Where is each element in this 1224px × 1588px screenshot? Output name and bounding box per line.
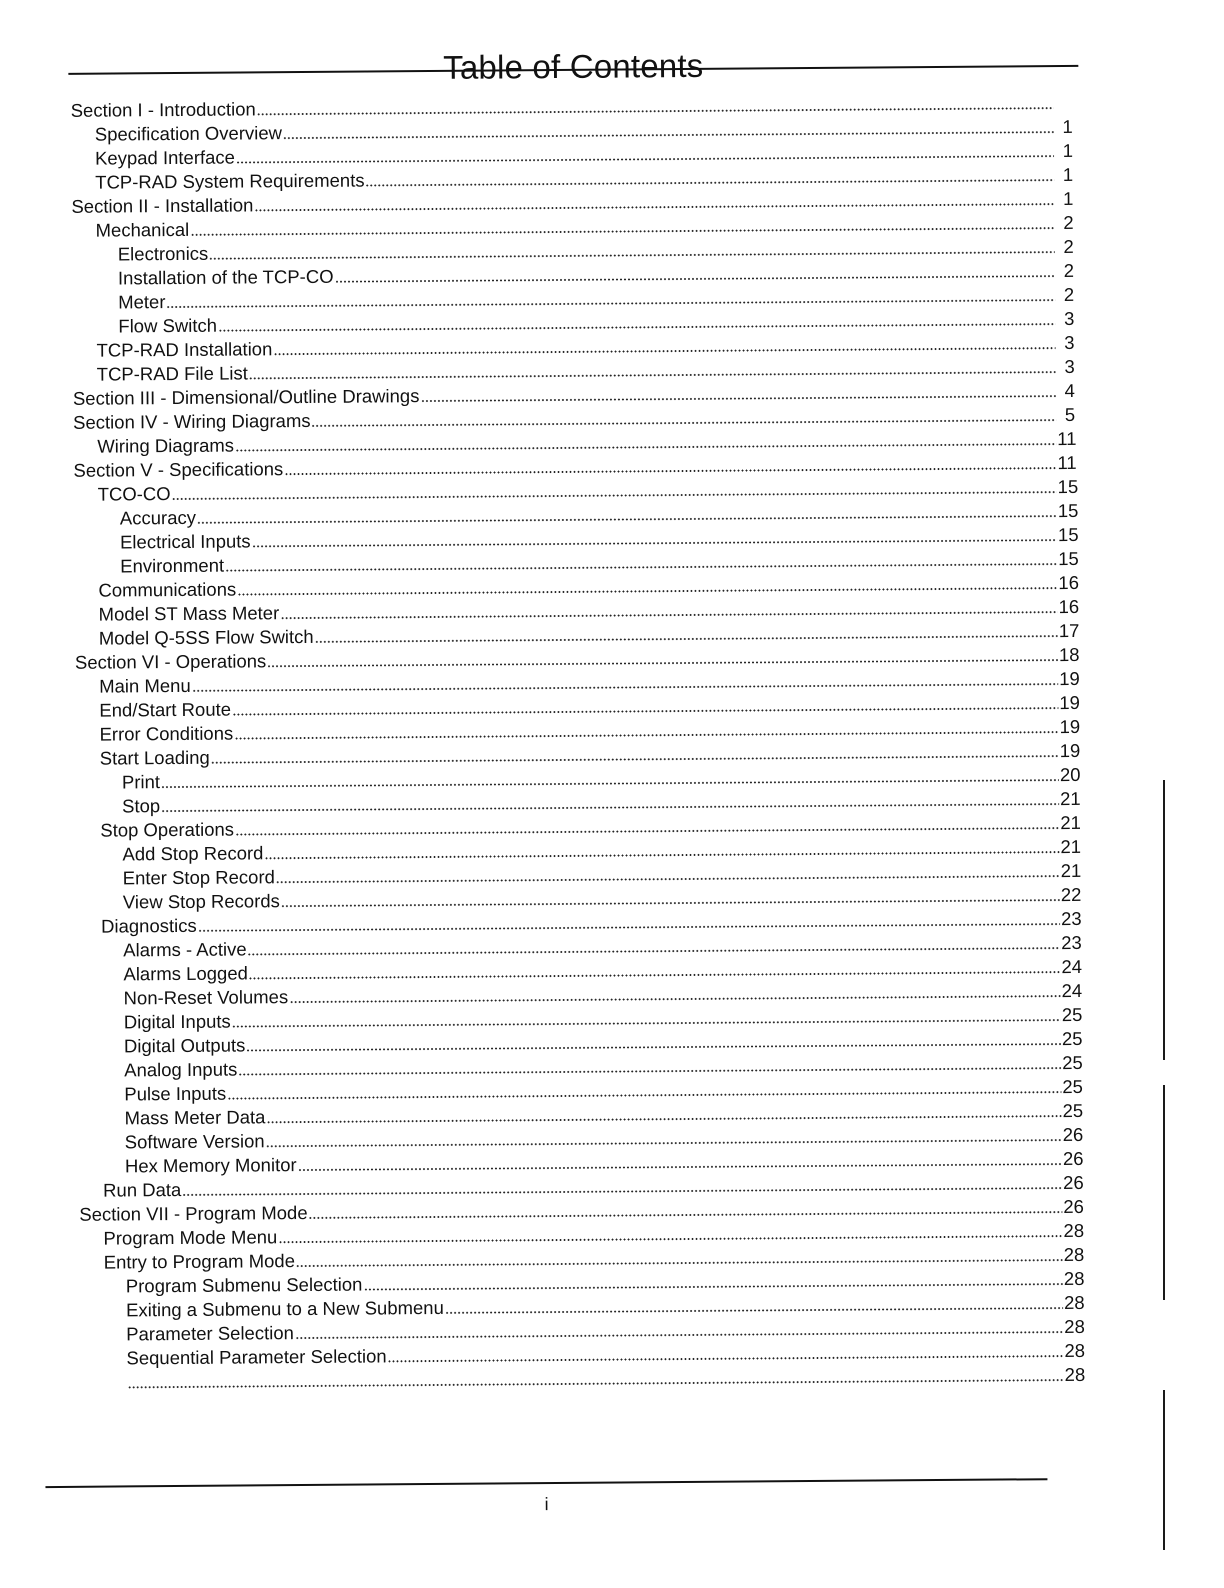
toc-dot-leader <box>264 846 1059 860</box>
toc-entry-page: 25 <box>1062 1075 1080 1099</box>
toc-entry-title: Accuracy <box>120 506 196 531</box>
toc-entry-page: 21 <box>1060 787 1078 811</box>
toc-dot-leader <box>388 1350 1064 1363</box>
toc-entry-title: Sequential Parameter Selection <box>126 1344 386 1370</box>
toc-dot-leader <box>166 294 1055 309</box>
toc-entry-title: Section III - Dimensional/Outline Drawings <box>73 384 420 411</box>
toc-dot-leader <box>161 798 1059 813</box>
toc-entry-title: View Stop Records <box>123 889 280 914</box>
toc-entry-page: 2 <box>1056 283 1074 307</box>
toc-entry-title: Exiting a Submenu to a New Submenu <box>126 1296 444 1322</box>
toc-dot-leader <box>161 774 1059 789</box>
toc-entry-title: Start Loading <box>100 746 210 771</box>
toc-entry-title: Run Data <box>103 1178 181 1203</box>
toc-dot-leader <box>252 534 1057 548</box>
toc-entry-title: Non-Reset Volumes <box>124 985 289 1010</box>
toc-dot-leader <box>335 270 1055 284</box>
toc-entry-page: 2 <box>1056 259 1074 283</box>
toc-entry-title: Environment <box>120 554 224 579</box>
toc-entry-title: Wiring Diagrams <box>97 434 234 459</box>
toc-entry-title: TCP-RAD System Requirements <box>95 169 365 195</box>
toc-dot-leader <box>266 1110 1061 1124</box>
toc-entry-page: 26 <box>1063 1147 1081 1171</box>
toc-dot-leader <box>197 510 1057 525</box>
toc-dot-leader <box>257 102 1054 116</box>
toc-entry-title: Alarms Logged <box>123 961 248 986</box>
toc-entry-title: Flow Switch <box>118 314 217 339</box>
toc-dot-leader <box>248 942 1061 956</box>
toc-dot-leader <box>235 438 1056 452</box>
toc-dot-leader <box>232 702 1058 716</box>
toc-dot-leader <box>225 558 1057 573</box>
toc-entry-title: Analog Inputs <box>124 1058 237 1083</box>
toc-entry-page: 21 <box>1060 811 1078 835</box>
toc-entry-title: Section VI - Operations <box>75 649 266 675</box>
toc-dot-leader <box>218 318 1055 333</box>
toc-entry-page: 20 <box>1060 763 1078 787</box>
toc-dot-leader <box>295 1326 1063 1340</box>
toc-dot-leader <box>281 894 1060 908</box>
toc-entry-page: 28 <box>1063 1219 1081 1243</box>
toc-dot-leader <box>420 390 1056 403</box>
toc-entry-page: 4 <box>1057 379 1075 403</box>
toc-entry-page: 3 <box>1056 307 1074 331</box>
toc-entry-title: TCP-RAD Installation <box>96 337 272 362</box>
page-number: i <box>46 1490 1048 1519</box>
toc-entry-page: 1 <box>1055 187 1073 211</box>
toc-entry-page: 25 <box>1062 1051 1080 1075</box>
toc-dot-leader <box>234 726 1058 740</box>
toc-entry-title: Section IV - Wiring Diagrams <box>73 409 311 435</box>
toc-entry-page: 5 <box>1057 403 1075 427</box>
toc-entry-title: Section II - Installation <box>71 193 253 218</box>
toc-dot-leader <box>209 246 1055 261</box>
toc-dot-leader <box>309 1206 1063 1220</box>
toc-entry-page: 22 <box>1061 883 1079 907</box>
toc-entry-title: Keypad Interface <box>95 146 235 171</box>
toc-dot-leader <box>198 918 1060 933</box>
toc-entry-page: 16 <box>1058 571 1076 595</box>
toc-dot-leader <box>312 414 1057 428</box>
toc-dot-leader <box>190 222 1054 237</box>
toc-dot-leader <box>254 198 1054 212</box>
toc-entry-page: 16 <box>1058 595 1076 619</box>
page-title: Table of Contents <box>68 44 1078 90</box>
scan-edge-mark <box>1163 1085 1165 1300</box>
toc-entry-title: Communications <box>98 578 236 603</box>
toc-entry-title: Electronics <box>118 242 209 267</box>
toc-dot-leader <box>266 1134 1062 1148</box>
toc-entry-title: Entry to Program Mode <box>104 1249 295 1275</box>
toc-entry-title: TCP-RAD File List <box>97 361 248 386</box>
toc-entry-page: 1 <box>1055 139 1073 163</box>
toc-entry-page: 18 <box>1059 643 1077 667</box>
toc-entry-title: Section V - Specifications <box>73 457 283 483</box>
toc-entry-title: Digital Inputs <box>124 1010 231 1035</box>
toc-entry-title: Software Version <box>125 1129 265 1154</box>
toc-entry-title: Electrical Inputs <box>120 529 251 554</box>
toc-entry-page: 3 <box>1056 331 1074 355</box>
table-of-contents <box>0 90 1224 1396</box>
toc-entry-page: 25 <box>1062 1099 1080 1123</box>
toc-entry-title: Installation of the TCP-CO <box>118 265 334 291</box>
toc-entry-title: Mass Meter Data <box>124 1105 265 1130</box>
scan-edge-mark <box>1163 780 1165 1060</box>
toc-entry-title: Alarms - Active <box>123 937 247 962</box>
toc-entry-title: Stop <box>122 794 160 818</box>
toc-entry-title: TCO-CO <box>98 482 171 507</box>
toc-entry-page: 28 <box>1064 1339 1082 1363</box>
toc-entry-page: 28 <box>1064 1267 1082 1291</box>
toc-entry-title: Section VII - Program Mode <box>79 1201 307 1227</box>
toc-entry-title: Specification Overview <box>95 121 282 146</box>
toc-dot-leader <box>289 990 1061 1004</box>
toc-entry-page: 2 <box>1056 235 1074 259</box>
toc-dot-leader <box>296 1254 1063 1268</box>
toc-entry-page: 15 <box>1058 547 1076 571</box>
toc-entry-page: 3 <box>1057 355 1075 379</box>
toc-dot-leader <box>273 342 1055 356</box>
toc-entry-page: 19 <box>1059 667 1077 691</box>
toc-entry-title: Mechanical <box>95 218 189 243</box>
toc-entry-title: Hex Memory Monitor <box>125 1153 297 1178</box>
toc-entry-page: 25 <box>1062 1003 1080 1027</box>
toc-dot-leader <box>246 1038 1061 1052</box>
toc-entry-page: 24 <box>1061 955 1079 979</box>
toc-dot-leader <box>227 1086 1061 1101</box>
toc-dot-leader <box>182 1182 1062 1197</box>
toc-entry-title: Parameter Selection <box>126 1321 294 1346</box>
toc-entry-page: 26 <box>1063 1171 1081 1195</box>
footer-rule <box>45 1478 1047 1488</box>
toc-entry-page: 25 <box>1062 1027 1080 1051</box>
toc-entry-page: 19 <box>1060 739 1078 763</box>
toc-entry-page: 19 <box>1059 715 1077 739</box>
toc-dot-leader <box>276 870 1060 884</box>
toc-dot-leader <box>237 582 1057 596</box>
toc-entry-title: Meter <box>118 290 165 314</box>
toc-entry-page: 17 <box>1059 619 1077 643</box>
toc-dot-leader <box>280 606 1057 620</box>
toc-entry-title: Add Stop Record <box>122 841 263 866</box>
toc-dot-leader <box>238 1062 1061 1076</box>
toc-entry-page: 2 <box>1055 211 1073 235</box>
toc-entry-page: 26 <box>1063 1195 1081 1219</box>
toc-dot-leader <box>363 1278 1063 1291</box>
toc-entry-title: Diagnostics <box>101 914 197 939</box>
toc-dot-leader <box>249 366 1056 380</box>
toc-entry-title: Model ST Mass Meter <box>99 601 280 626</box>
toc-dot-leader <box>445 1302 1063 1315</box>
toc-dot-leader <box>278 1230 1062 1244</box>
toc-dot-leader <box>236 150 1054 164</box>
toc-dot-leader <box>192 678 1059 693</box>
toc-entry-page: 23 <box>1061 931 1079 955</box>
toc-entry-title: Main Menu <box>99 674 191 699</box>
toc-entry-title: End/Start Route <box>99 698 231 723</box>
toc-entry-page: 23 <box>1061 907 1079 931</box>
toc-dot-leader <box>172 486 1057 501</box>
toc-entry-page: 1 <box>1055 163 1073 187</box>
toc-dot-leader <box>235 822 1059 836</box>
toc-entry-title: Model Q-5SS Flow Switch <box>99 625 314 651</box>
toc-entry-title: Print <box>122 770 160 794</box>
toc-entry-page: 26 <box>1063 1123 1081 1147</box>
toc-entry-page: 11 <box>1057 427 1075 451</box>
toc-entry-title: Stop Operations <box>100 818 234 843</box>
toc-entry-title: Program Submenu Selection <box>126 1273 363 1299</box>
toc-entry-title: Program Mode Menu <box>103 1225 277 1250</box>
toc-entry-page: 28 <box>1065 1363 1083 1387</box>
toc-dot-leader <box>298 1158 1062 1172</box>
toc-dot-leader <box>249 966 1061 980</box>
toc-dot-leader <box>232 1014 1061 1029</box>
toc-dot-leader <box>315 630 1058 644</box>
toc-entry-title: Section I - Introduction <box>71 97 256 122</box>
toc-entry-page: 15 <box>1058 475 1076 499</box>
toc-entry-page: 21 <box>1060 835 1078 859</box>
toc-entry-page: 21 <box>1061 859 1079 883</box>
toc-entry-page: 11 <box>1057 451 1075 475</box>
toc-dot-leader <box>366 174 1055 187</box>
scan-edge-mark <box>1163 1390 1165 1550</box>
toc-entry-page: 1 <box>1055 115 1073 139</box>
toc-entry-title: Error Conditions <box>99 722 233 747</box>
toc-dot-leader <box>128 1374 1064 1389</box>
toc-entry-title: Pulse Inputs <box>124 1082 226 1107</box>
toc-entry-title: Enter Stop Record <box>123 865 275 890</box>
toc-entry-page: 15 <box>1058 523 1076 547</box>
toc-entry-page: 15 <box>1058 499 1076 523</box>
toc-entry-page: 28 <box>1064 1243 1082 1267</box>
toc-entry-page: 28 <box>1064 1315 1082 1339</box>
toc-dot-leader <box>211 750 1059 765</box>
toc-dot-leader <box>283 126 1054 140</box>
toc-entry-page: 28 <box>1064 1291 1082 1315</box>
toc-entry-title: Digital Outputs <box>124 1033 246 1058</box>
toc-dot-leader <box>267 654 1058 668</box>
toc-entry-page: 19 <box>1059 691 1077 715</box>
toc-dot-leader <box>284 462 1056 476</box>
toc-entry-page: 24 <box>1062 979 1080 1003</box>
